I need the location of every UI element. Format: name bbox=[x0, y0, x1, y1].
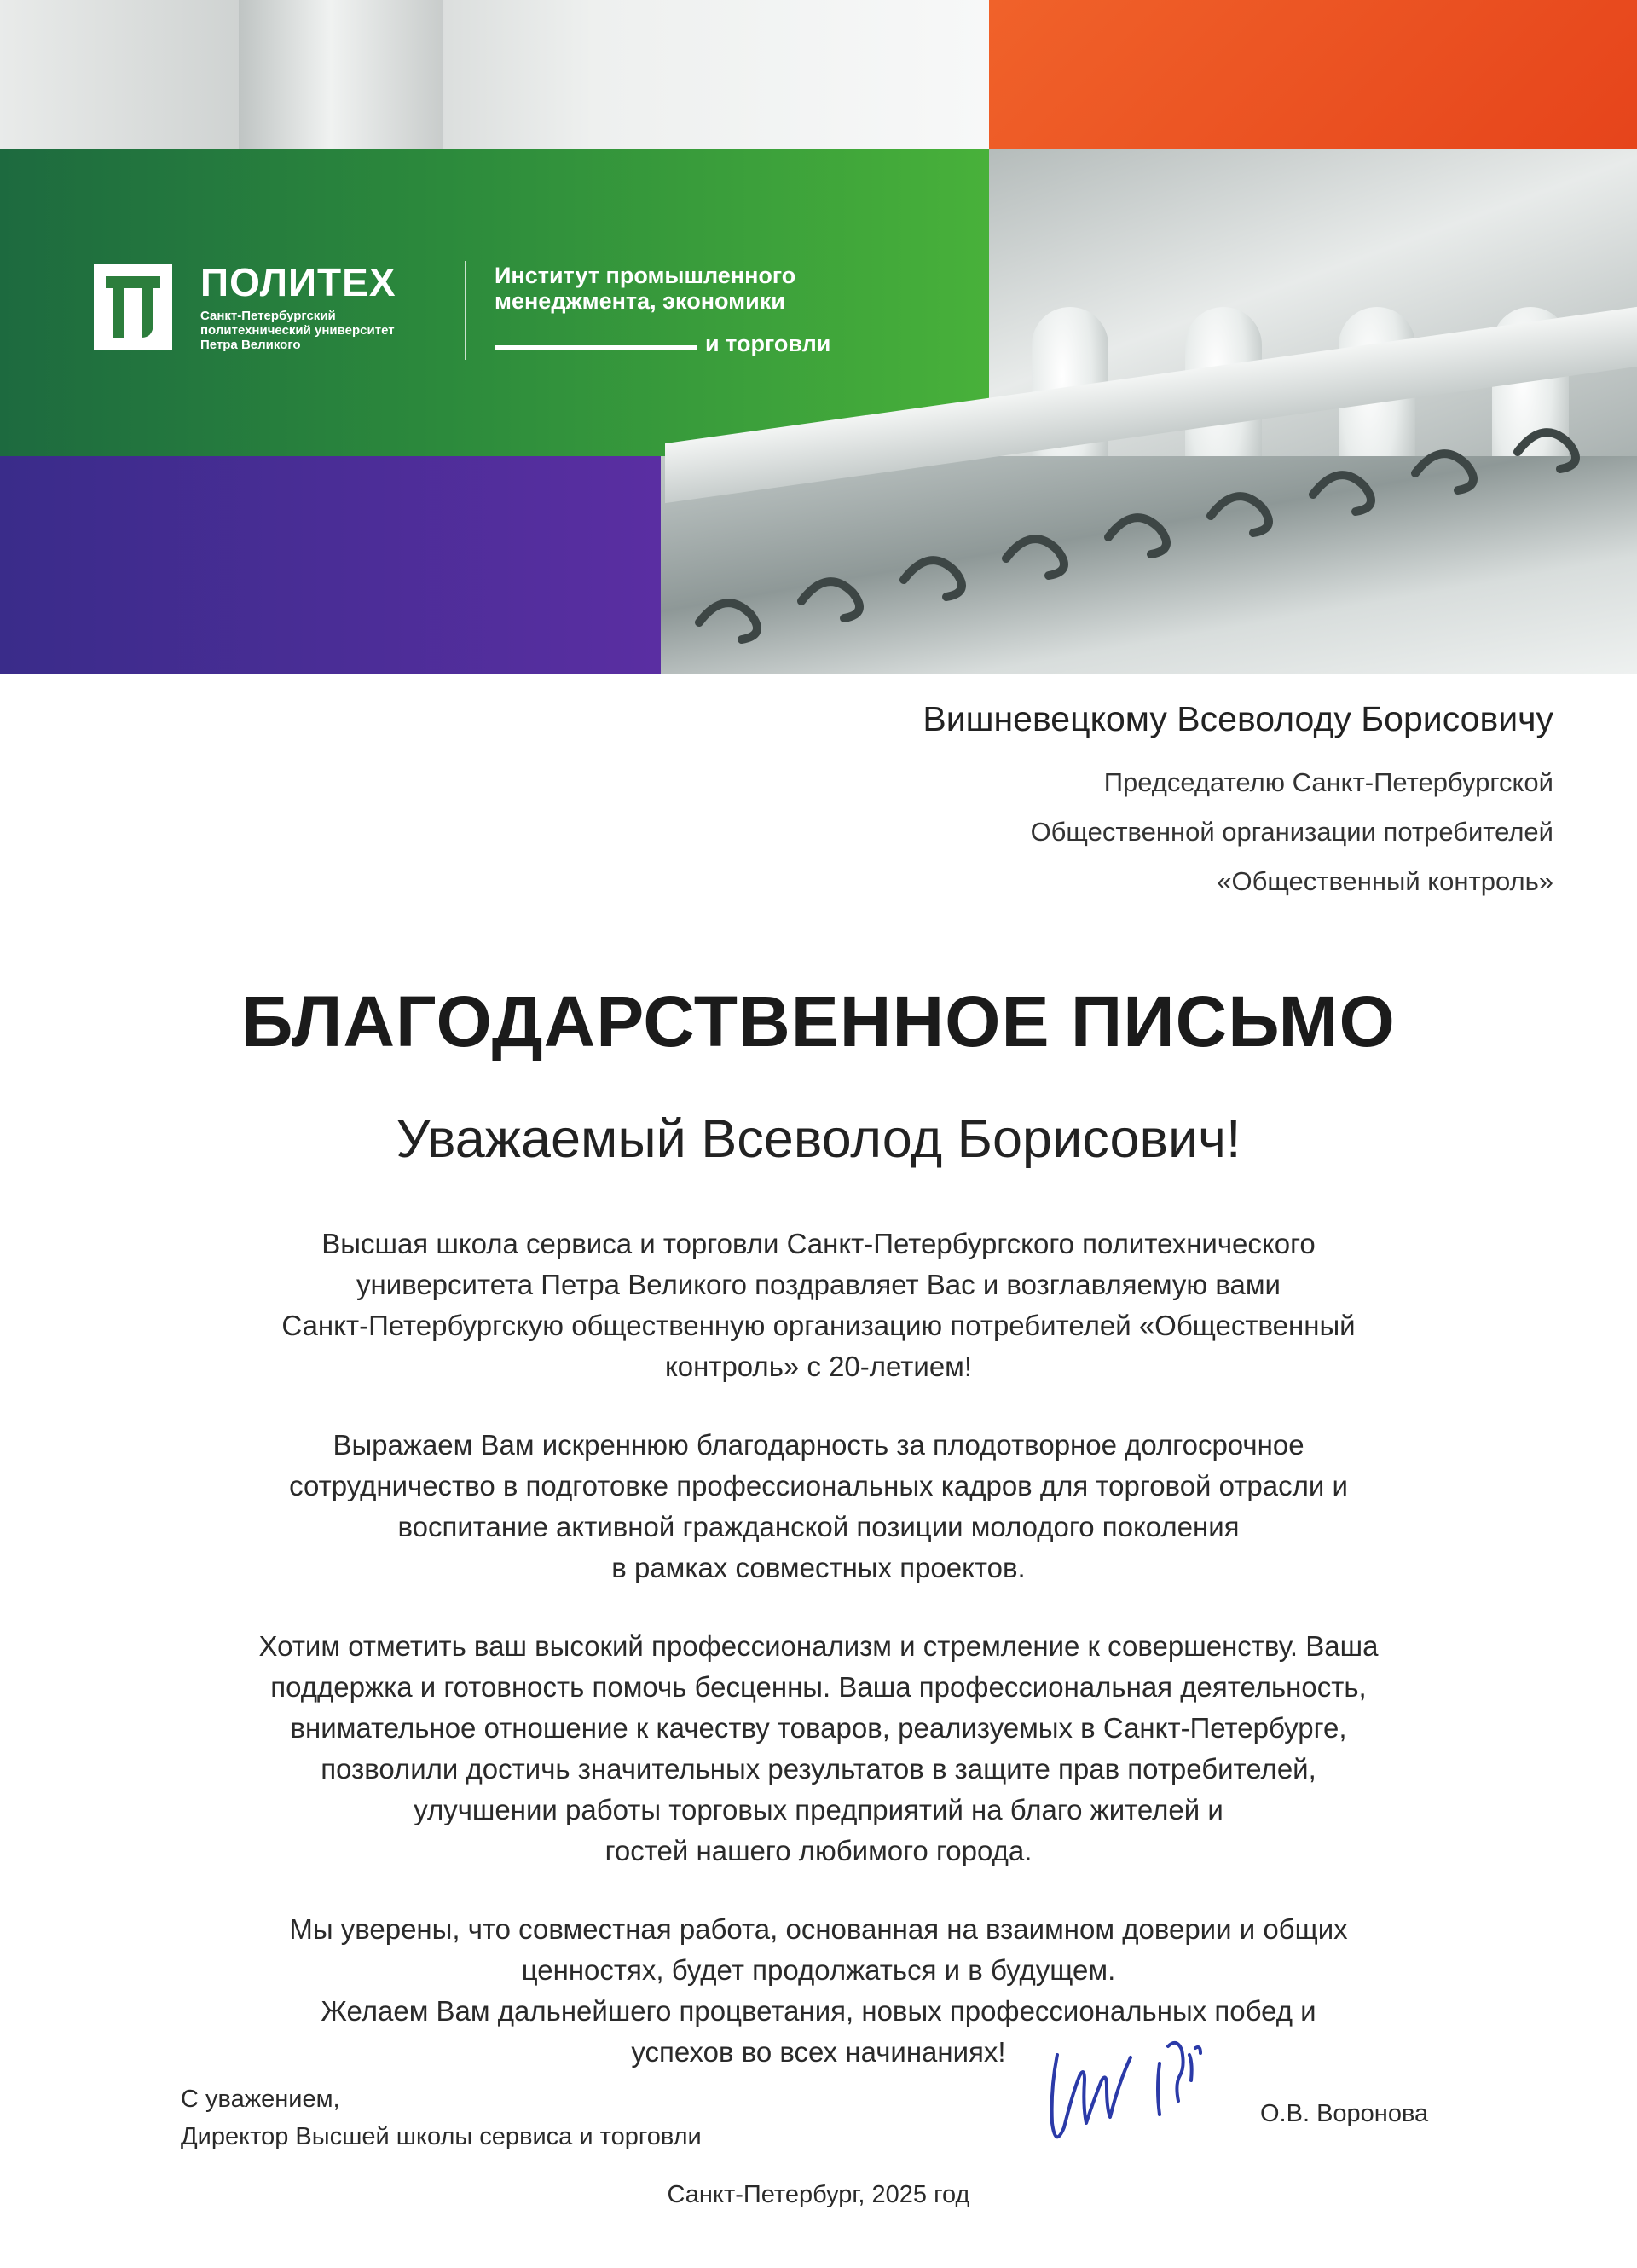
addressee-block bbox=[923, 699, 1553, 906]
logo-subtitle-line: политехнический университет bbox=[200, 323, 395, 338]
signer-name: О.В. Воронова bbox=[1260, 2100, 1429, 2127]
orange-block bbox=[989, 0, 1637, 149]
addressee-line: Общественной организации потребителей bbox=[1030, 817, 1553, 847]
paragraph-line: Желаем Вам дальнейшего процветания, новых профессиональных побед и bbox=[321, 1995, 1316, 2027]
closing-block bbox=[181, 2080, 702, 2155]
logo-subtitle bbox=[200, 309, 395, 352]
paragraph bbox=[94, 1909, 1543, 2073]
closing-regards: С уважением, bbox=[181, 2086, 340, 2113]
paragraph-line: воспитание активной гражданской позиции молодого поколения bbox=[397, 1511, 1240, 1542]
paragraph-line: университета Петра Великого поздравляет Вас и возглавляемую вами bbox=[356, 1269, 1281, 1300]
institute-underline bbox=[495, 345, 697, 350]
addressee-name: Вишневецкому Всеволоду Борисовичу bbox=[923, 699, 1553, 738]
addressee-line: Председателю Санкт-Петербургской bbox=[1103, 767, 1553, 797]
paragraph-line: в рамках совместных проектов. bbox=[611, 1552, 1026, 1583]
paragraph bbox=[94, 1626, 1543, 1872]
institute-name-line: Институт промышленного bbox=[495, 263, 796, 288]
ornament-scrolls bbox=[674, 409, 1637, 665]
paragraph-line: позволили достичь значительных результатов в защите прав потребителей, bbox=[321, 1753, 1316, 1785]
paragraph-line: поддержка и готовность помочь бесценны. Ваша профессиональная деятельность, bbox=[270, 1671, 1367, 1703]
letter-body bbox=[94, 1224, 1543, 2110]
paragraph-line: ценностях, будет продолжаться и в будущем. bbox=[521, 1954, 1116, 1986]
paragraph bbox=[94, 1425, 1543, 1588]
paragraph-line: Хотим отметить ваш высокий профессионализм и стремление к совершенству. Ваша bbox=[258, 1630, 1379, 1662]
logo-name: ПОЛИТЕХ bbox=[200, 260, 396, 304]
paragraph-line: Выражаем Вам искреннюю благодарность за плодотворное долгосрочное bbox=[333, 1429, 1304, 1461]
paragraph-line: сотрудничество в подготовке профессиональных кадров для торговой отрасли и bbox=[289, 1470, 1348, 1501]
paragraph-line: контроль» с 20-летием! bbox=[664, 1351, 973, 1382]
column-photo bbox=[239, 0, 443, 153]
institute-name-last: и торговли bbox=[705, 331, 831, 356]
paragraph-line: Высшая школа сервиса и торговли Санкт-Петербургского политехнического bbox=[321, 1228, 1316, 1259]
logo-subtitle-line: Санкт-Петербургский bbox=[200, 309, 336, 323]
paragraph-line: улучшении работы торговых предприятий на благо жителей и bbox=[414, 1794, 1223, 1825]
paragraph-line: успехов во всех начинаниях! bbox=[631, 2036, 1006, 2068]
architecture-photo bbox=[0, 0, 989, 153]
institute-name-line: менеджмента, экономики bbox=[495, 288, 785, 314]
document-title: БЛАГОДАРСТВЕННОЕ ПИСЬМО bbox=[241, 981, 1396, 1062]
paragraph-line: гостей нашего любимого города. bbox=[604, 1835, 1033, 1866]
paragraph-line: Мы уверены, что совместная работа, основанная на взаимном доверии и общих bbox=[289, 1913, 1348, 1945]
paragraph bbox=[94, 1224, 1543, 1387]
logo-divider bbox=[465, 261, 466, 360]
logo-subtitle-line: Петра Великого bbox=[200, 338, 301, 352]
place-date: Санкт-Петербург, 2025 год bbox=[667, 2181, 970, 2208]
institute-name bbox=[495, 263, 795, 314]
pi-logo-icon bbox=[94, 264, 172, 350]
addressee-line: «Общественный контроль» bbox=[1217, 866, 1553, 896]
signature-icon bbox=[1032, 2029, 1236, 2157]
signer-position: Директор Высшей школы сервиса и торговли bbox=[181, 2123, 702, 2150]
purple-block bbox=[0, 456, 661, 674]
paragraph-line: внимательное отношение к качеству товаров, реализуемых в Санкт-Петербурге, bbox=[290, 1712, 1347, 1744]
header-banner bbox=[0, 0, 1637, 674]
greeting: Уважаемый Всеволод Борисович! bbox=[396, 1109, 1241, 1169]
paragraph-line: Санкт-Петербургскую общественную организацию потребителей «Общественный bbox=[281, 1310, 1356, 1341]
